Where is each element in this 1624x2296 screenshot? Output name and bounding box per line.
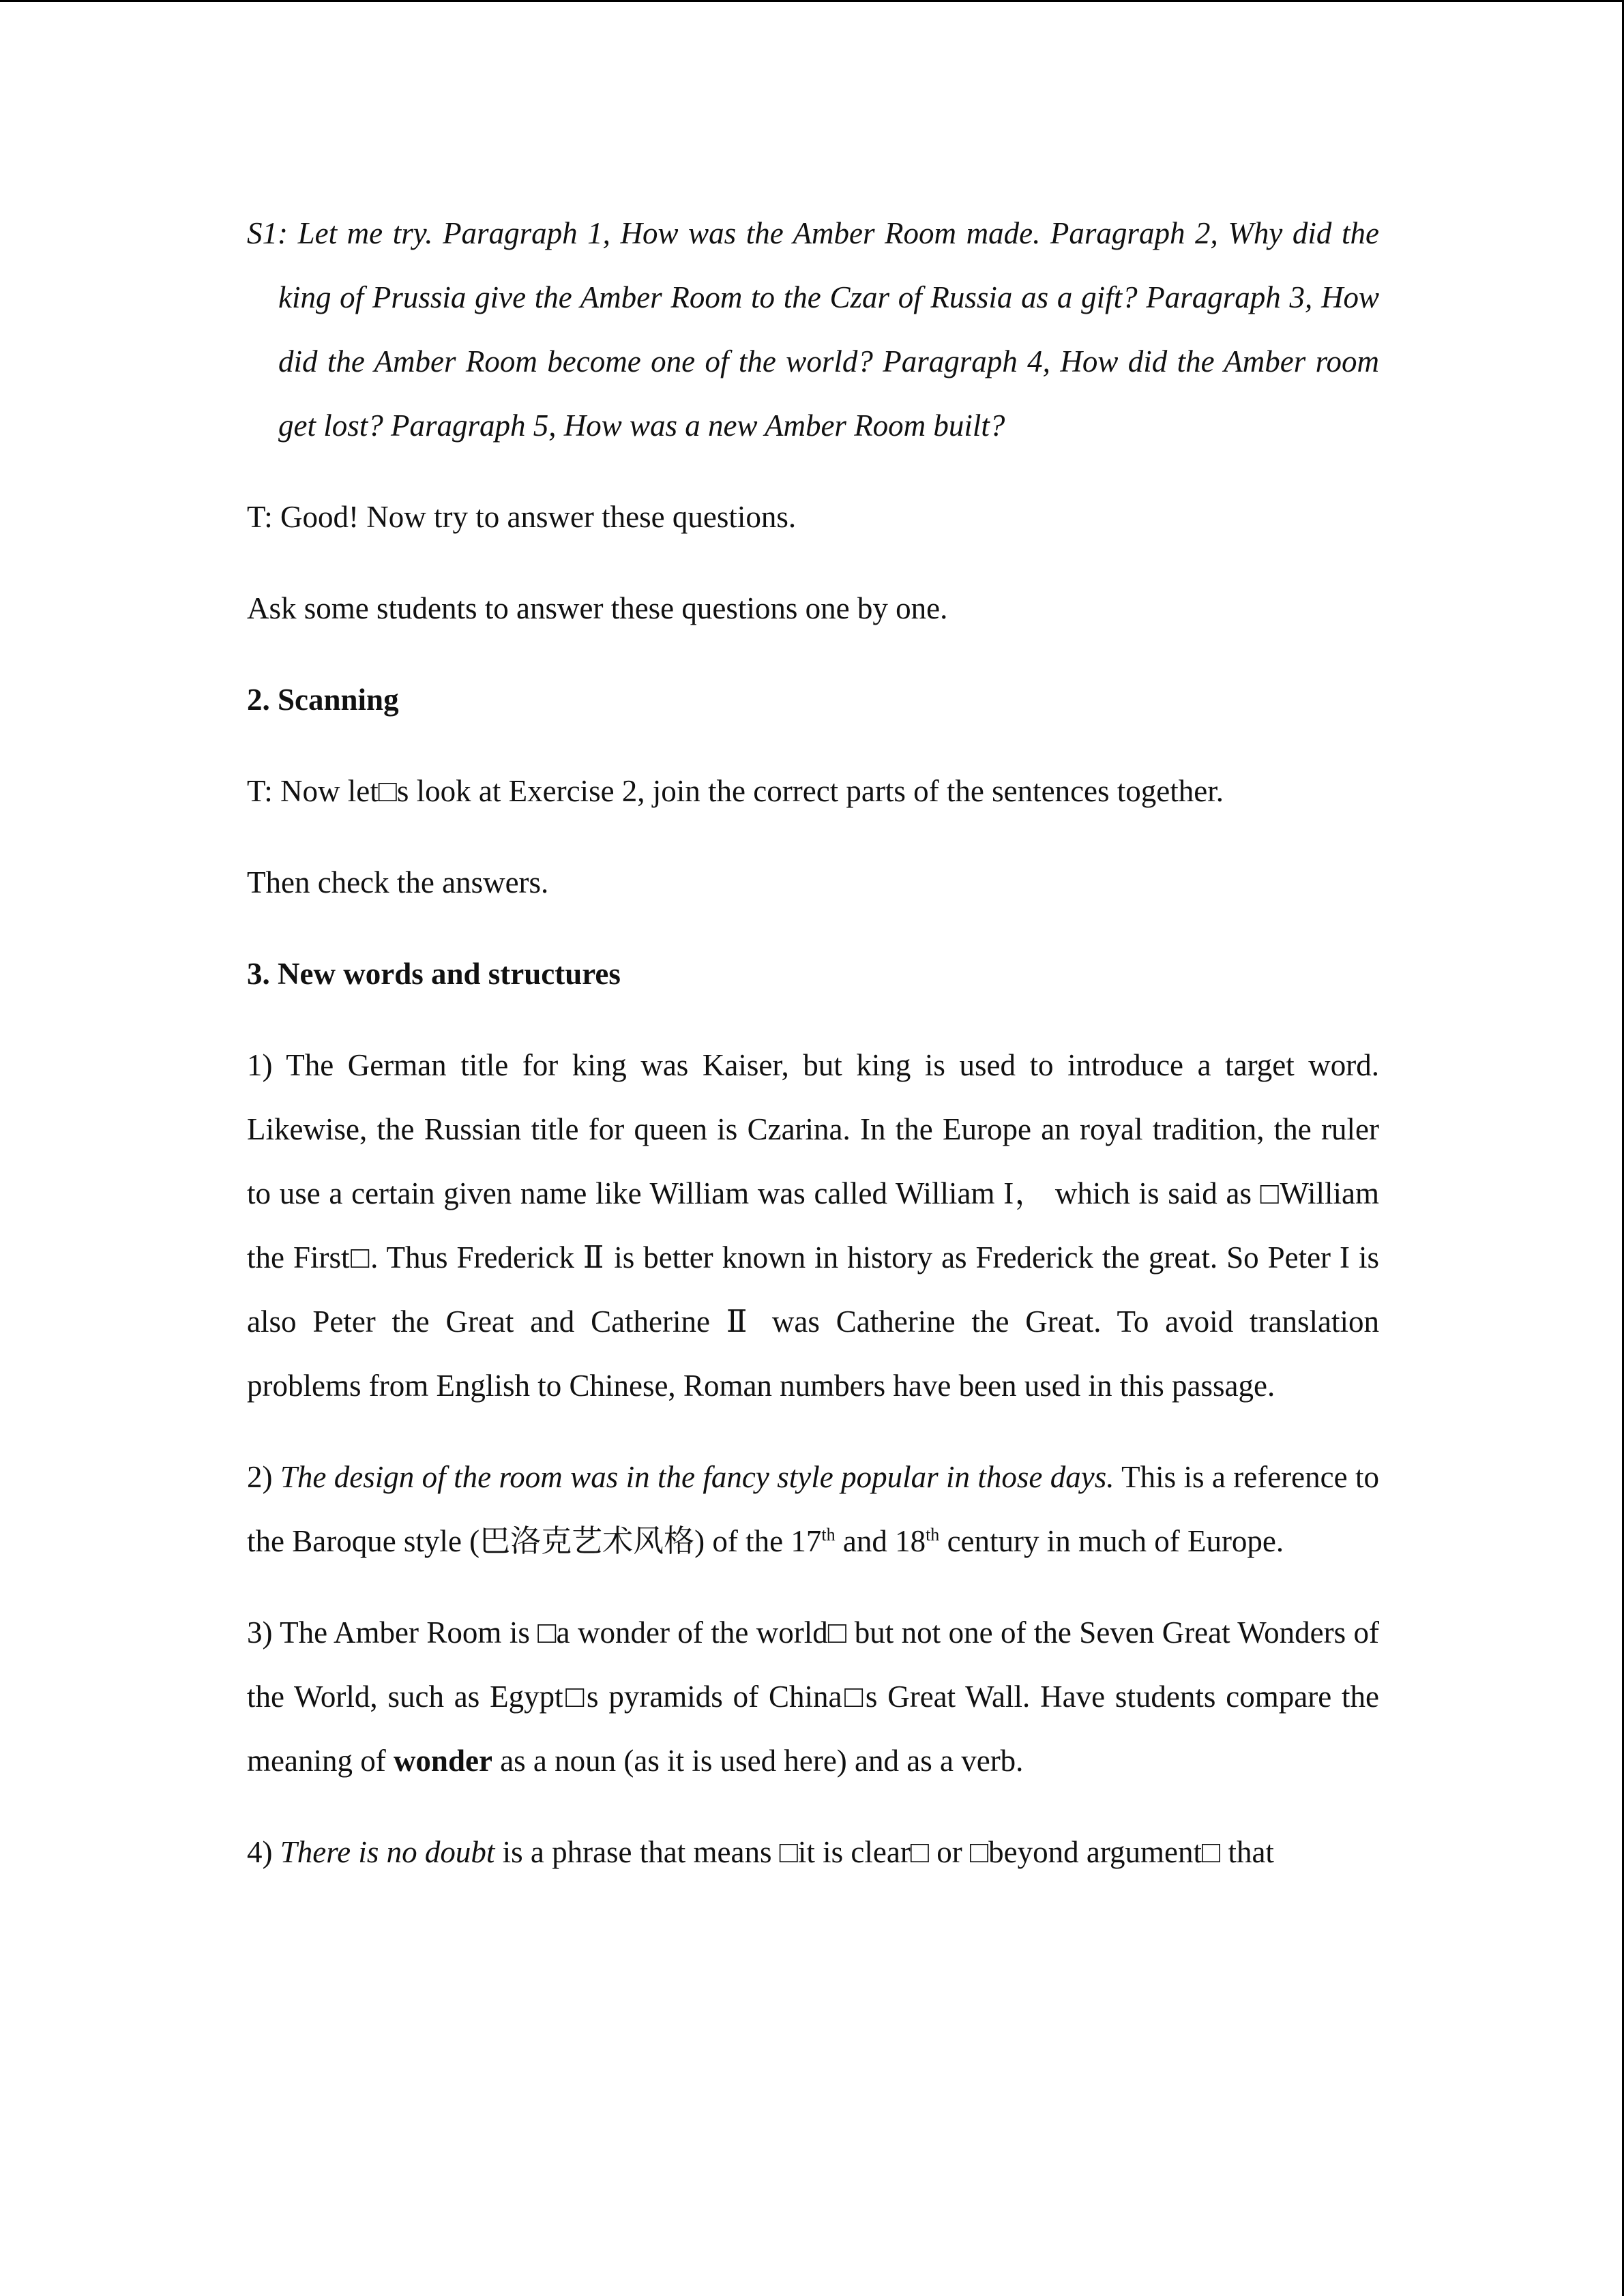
teacher-good-paragraph: T: Good! Now try to answer these questions. <box>247 500 797 534</box>
item-3-bold-word: wonder <box>393 1744 492 1778</box>
item-1-paragraph: 1) The German title for king was Kaiser, but king is used to introduce a target word. Likewise, the Russian title for queen is Czarina. In the Europe an royal tradition, the ruler to use a certain given name like William was called William I， which is said as □William the First□. Thus Frederick Ⅱ is better known in history as Frederick the great. So Peter I is also Peter the Great and Catherine Ⅱ was Catherine the Great. To avoid translation problems from English to Chinese, Roman numbers have been used in this passage. <box>247 1048 1379 1403</box>
item-2-quote: The design of the room was in the fancy style popular in those days. <box>280 1460 1114 1494</box>
item-2-and: and 18 <box>835 1524 926 1558</box>
item-4-phrase: There is no doubt <box>280 1835 495 1869</box>
scanning-heading: 2. Scanning <box>247 683 399 717</box>
item-4-number: 4) <box>247 1835 280 1869</box>
item-3-text: 3) The Amber Room is □a wonder of the world□ but not one of the Seven Great Wonders of the World, such as Egypt□s pyramids of China□s Great Wall. Have students compare the meaning of <box>247 1615 1379 1778</box>
top-border <box>0 0 1624 2</box>
item-2-paragraph <box>247 1445 1379 1573</box>
item-4-text: is a phrase that means □it is clear□ or □beyond argument□ that <box>494 1835 1274 1869</box>
item-3-paragraph <box>247 1600 1379 1793</box>
item-3-end: as a noun (as it is used here) and as a verb. <box>492 1744 1024 1778</box>
check-answers-paragraph: Then check the answers. <box>247 865 549 899</box>
item-4-paragraph <box>247 1820 1379 1884</box>
superscript-th-1: th <box>821 1525 836 1545</box>
document-page <box>247 201 1379 1911</box>
ask-students-paragraph: Ask some students to answer these questions one by one. <box>247 591 948 625</box>
item-2-text: This is a reference to the Baroque style (巴洛克艺术风格) of the 17 <box>247 1460 1379 1558</box>
teacher-exercise-paragraph: T: Now let□s look at Exercise 2, join the correct parts of the sentences together. <box>247 774 1224 808</box>
item-2-number: 2) <box>247 1460 280 1494</box>
new-words-heading: 3. New words and structures <box>247 957 621 991</box>
student-response-paragraph: S1: Let me try. Paragraph 1, How was the Amber Room made. Paragraph 2, Why did the king of Prussia give the Amber Room to the Czar of Russia as a gift? Paragraph 3, How did the Amber Room become one of the world? Paragraph 4, How did the Amber room get lost? Paragraph 5, How was a new Amber Room built? <box>247 216 1379 443</box>
item-2-end: century in much of Europe. <box>939 1524 1284 1558</box>
superscript-th-2: th <box>926 1525 940 1545</box>
